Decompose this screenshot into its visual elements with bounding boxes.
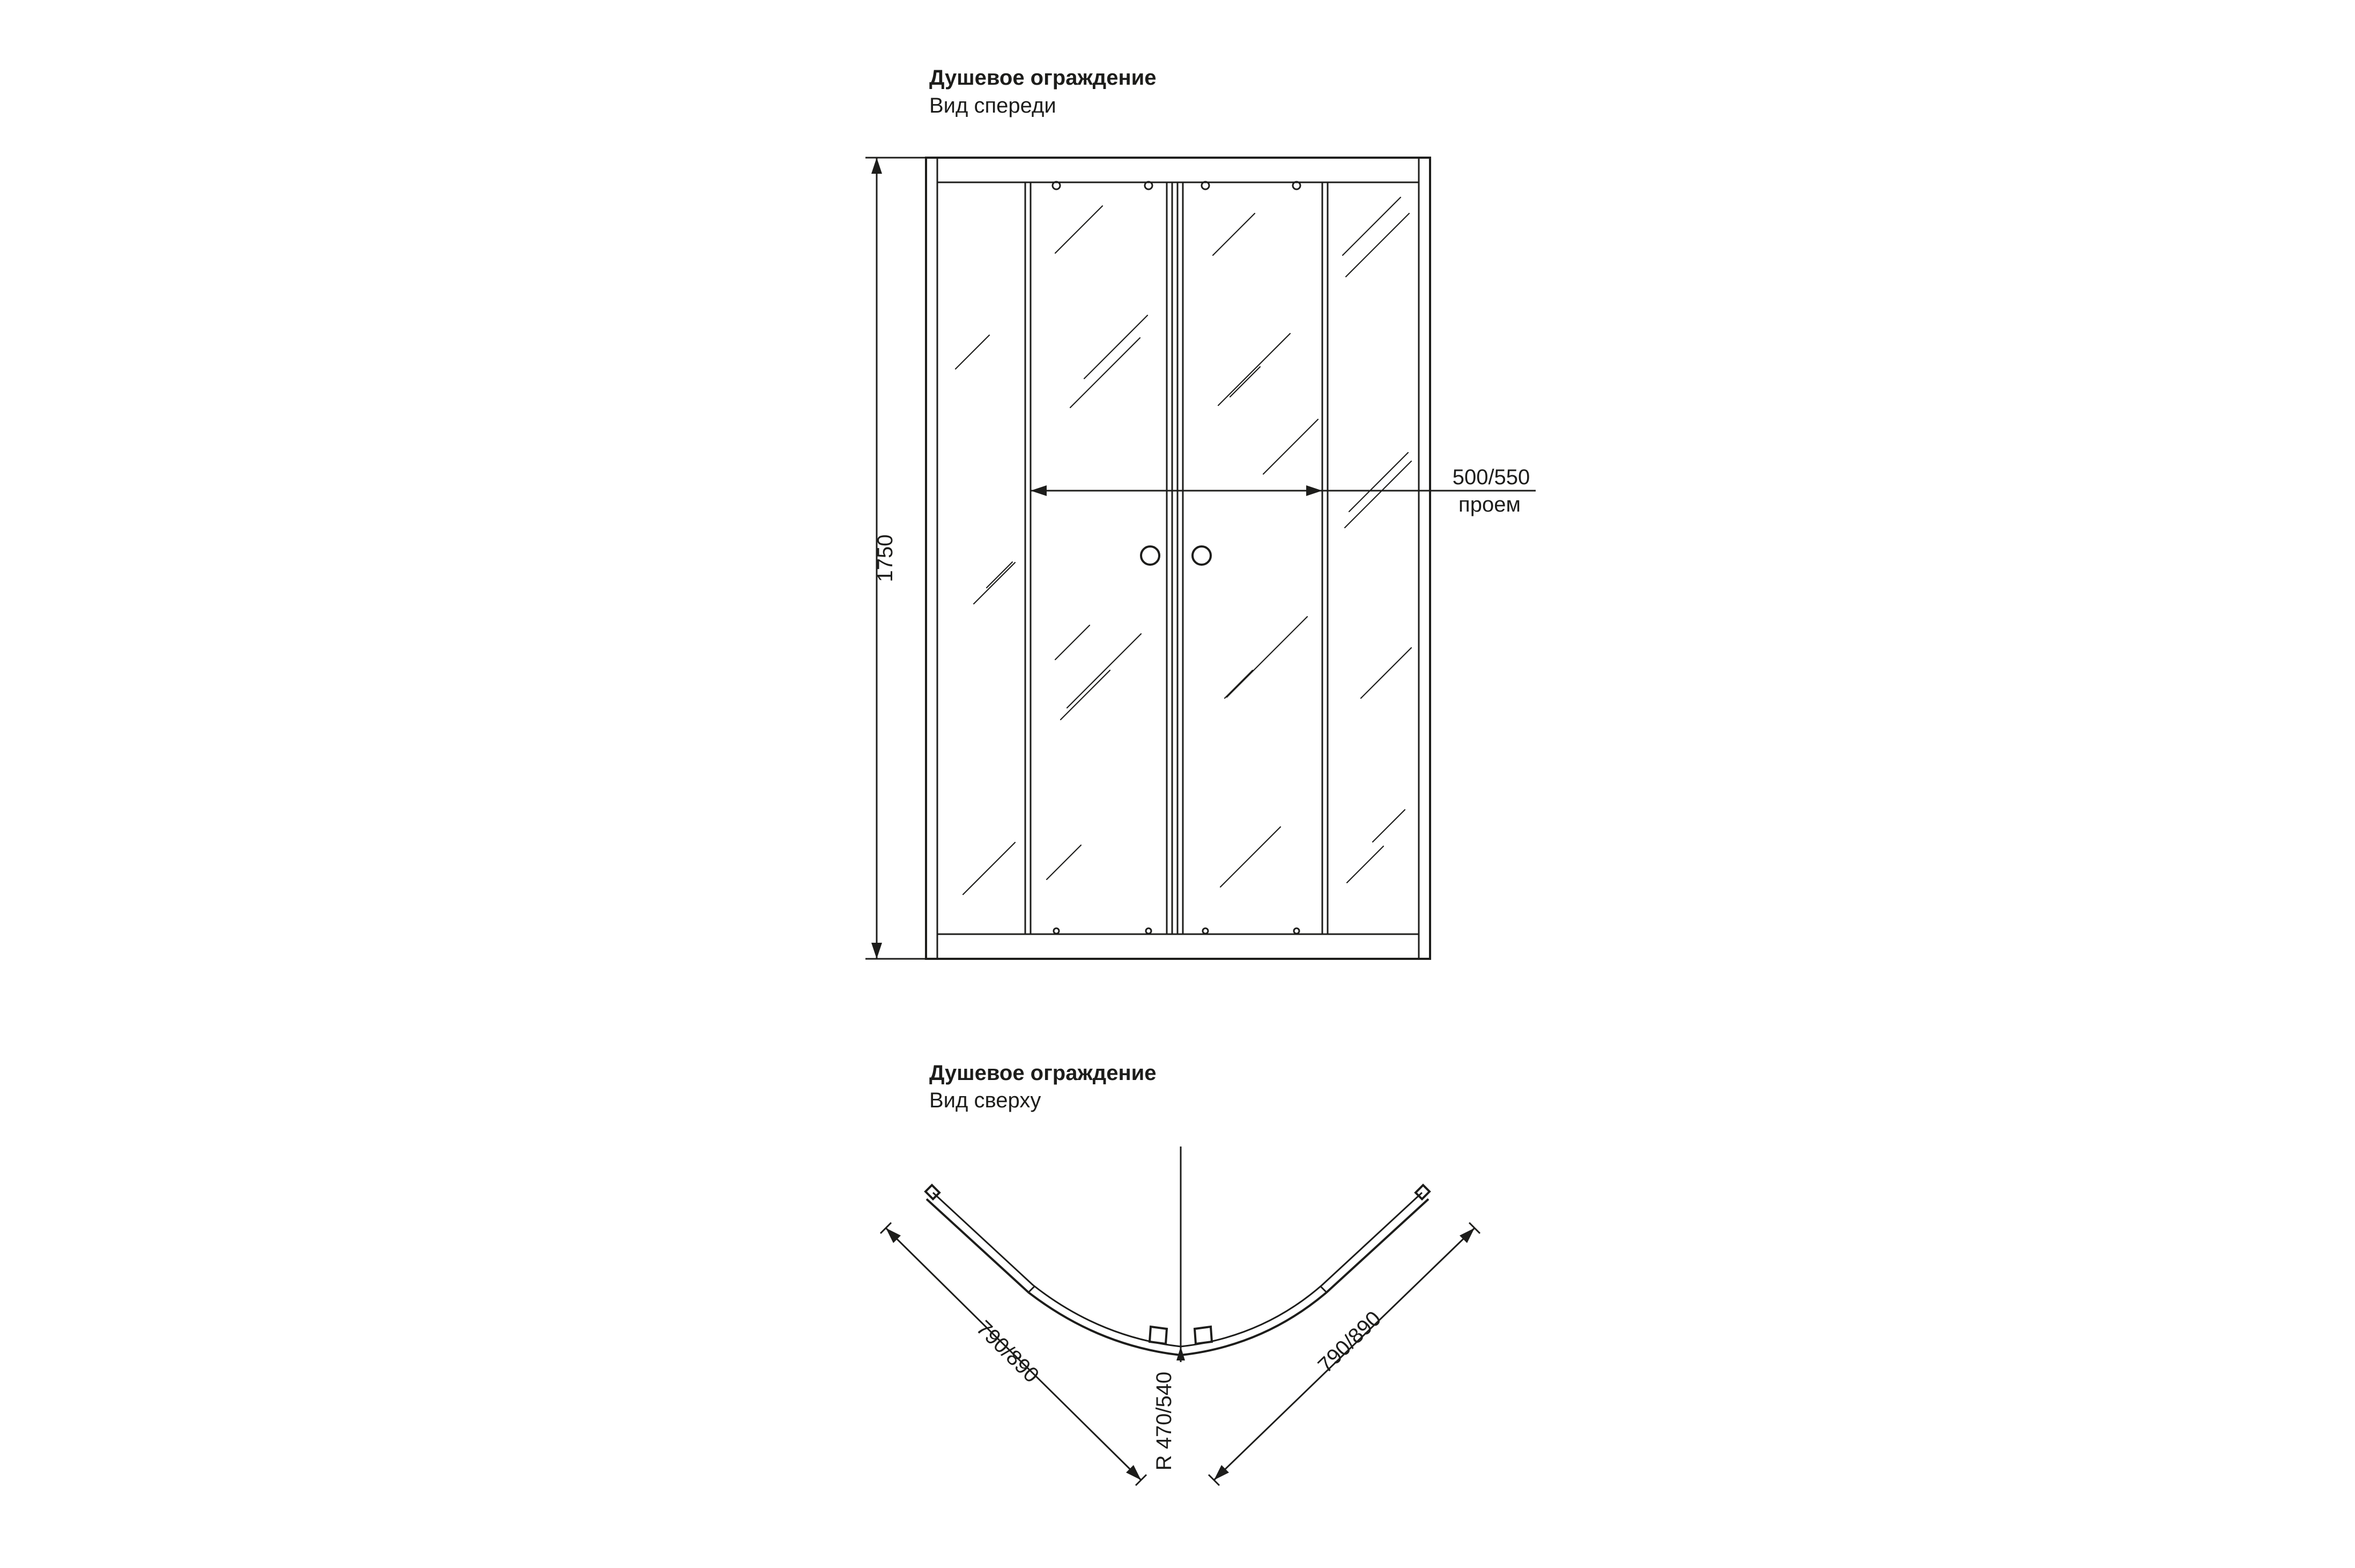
radius-label: R 470/540 bbox=[1152, 1371, 1176, 1471]
radius-dimension bbox=[1152, 1347, 1185, 1470]
left-side-dimension bbox=[880, 1223, 1146, 1485]
right-side-dimension bbox=[1209, 1223, 1480, 1485]
right-handle-plan-icon bbox=[1195, 1327, 1212, 1344]
left-sliding-door bbox=[1053, 182, 1172, 934]
front-view-subtitle: Вид спереди bbox=[929, 94, 1056, 117]
height-label: 1750 bbox=[873, 534, 897, 582]
right-sliding-door bbox=[1178, 182, 1300, 934]
right-fixed-panel bbox=[1322, 182, 1328, 934]
right-door-handle bbox=[1193, 546, 1211, 565]
left-fixed-panel bbox=[1025, 182, 1031, 934]
opening-caption: проем bbox=[1458, 493, 1521, 516]
top-view bbox=[880, 1061, 1480, 1485]
top-view-title: Душевое ограждение bbox=[929, 1061, 1157, 1085]
opening-label: 500/550 bbox=[1452, 465, 1530, 489]
height-dimension bbox=[865, 158, 926, 959]
left-door-handle bbox=[1141, 546, 1159, 565]
left-handle-plan-icon bbox=[1150, 1327, 1167, 1344]
opening-dimension bbox=[1031, 465, 1536, 516]
right-side-label: 790/890 bbox=[1313, 1306, 1386, 1378]
front-view-title: Душевое ограждение bbox=[929, 66, 1157, 90]
left-side-label: 790/890 bbox=[972, 1316, 1044, 1388]
front-view bbox=[865, 66, 1536, 959]
top-view-subtitle: Вид сверху bbox=[929, 1089, 1041, 1112]
